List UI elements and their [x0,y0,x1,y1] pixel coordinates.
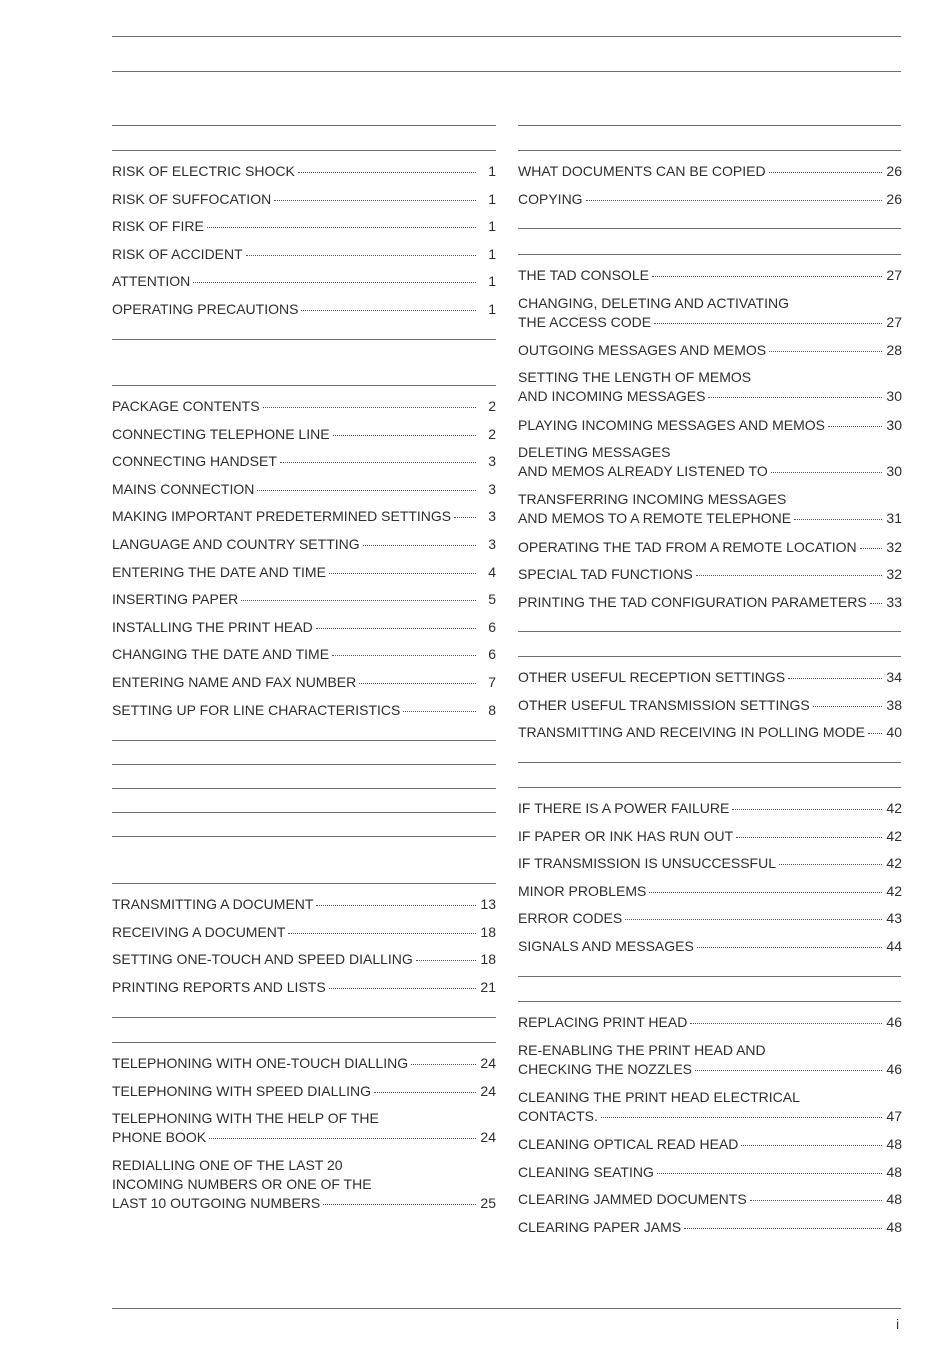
toc-entry[interactable] [518,827,902,846]
toc-entry-title: CLEANING SEATING [518,1163,654,1180]
toc-entry[interactable] [518,190,902,209]
toc-entry-title: ENTERING NAME AND FAX NUMBER [112,674,357,690]
dot-leader [246,255,476,256]
toc-entry-page-number: 42 [886,827,902,844]
toc-entry-page-number: 24 [480,1082,496,1099]
toc-entry-page-number: 2 [488,425,496,442]
toc-entry-title-line: SETTING THE LENGTH OF MEMOS [518,369,752,386]
dot-leader [333,435,476,436]
dot-leader [788,678,882,679]
toc-entry-page-number: 18 [480,923,496,940]
toc-entry[interactable] [112,190,496,209]
toc-entry-page-number: 42 [886,882,902,899]
toc-entry-title: WHAT DOCUMENTS CAN BE COPIED [518,163,766,179]
dot-leader [868,733,882,734]
toc-entry-title: CHANGING THE DATE AND TIME [112,646,330,663]
toc-entry[interactable] [112,673,496,692]
toc-entry[interactable] [112,452,496,471]
dot-leader [374,1092,476,1093]
toc-entry-page-number: 18 [480,951,496,968]
toc-entry-title: CLEARING JAMMED DOCUMENTS [518,1191,747,1208]
toc-entry[interactable] [112,645,496,664]
toc-entry-title: ENTERING THE DATE AND TIME [112,563,326,580]
dot-leader [586,200,882,201]
toc-entry-title: AND MEMOS ALREADY LISTENED TO [518,463,768,480]
toc-entry[interactable] [518,854,902,873]
toc-entry[interactable] [518,1135,902,1154]
toc-entry[interactable] [112,895,496,914]
toc-entry-title: OUTGOING MESSAGES AND MEMOS [518,341,767,358]
toc-entry-page-number: 30 [886,388,902,405]
toc-entry-title: CONNECTING HANDSET [112,453,277,470]
toc-entry[interactable] [518,565,902,584]
dot-leader [813,706,882,707]
toc-entry-title: OPERATING PRECAUTIONS [112,301,299,317]
toc-entry-page-number: 28 [886,341,902,358]
toc-entry[interactable] [518,668,902,687]
toc-entry-title: OTHER USEFUL RECEPTION SETTINGS [518,669,786,685]
toc-entry-page-number: 6 [488,618,496,635]
toc-entry-title: SETTING ONE-TOUCH AND SPEED DIALLING [112,951,413,968]
toc-entry-page-number: 24 [480,1055,496,1071]
toc-entry[interactable] [518,937,902,956]
dot-leader [750,1200,882,1201]
toc-entry-title: TRANSMITTING AND RECEIVING IN POLLING MODE [518,724,865,741]
toc-entry-title: IF PAPER OR INK HAS RUN OUT [518,827,734,844]
toc-entry-page-number: 46 [886,1014,902,1030]
toc-entry-title: TELEPHONING WITH SPEED DIALLING [112,1082,372,1099]
toc-entry-title: MAKING IMPORTANT PREDETERMINED SETTINGS [112,508,452,525]
dot-leader [332,655,476,656]
dot-leader [690,1023,882,1024]
toc-entry-title: REPLACING PRINT HEAD [518,1014,688,1030]
toc-entry-page-number: 13 [480,896,496,912]
toc-entry-page-number: 48 [886,1136,902,1152]
toc-entry[interactable] [112,563,496,582]
toc-entry-title: AND MEMOS TO A REMOTE TELEPHONE [518,510,792,527]
dot-leader [601,1117,882,1118]
toc-entry-page-number: 48 [886,1191,902,1208]
toc-entry[interactable] [518,799,902,818]
toc-entry[interactable] [518,1163,902,1182]
toc-entry-page-number: 24 [480,1129,496,1146]
toc-entry-title: IF TRANSMISSION IS UNSUCCESSFUL [518,855,777,872]
toc-entry[interactable] [518,294,902,332]
toc-entry[interactable] [518,1190,902,1209]
toc-entry-title: PHONE BOOK [112,1129,207,1146]
dot-leader [769,351,882,352]
toc-entry-page-number: 3 [488,453,496,470]
toc-entry-page-number: 33 [886,593,902,610]
dot-leader [263,407,476,408]
toc-entry-title-line: REDIALLING ONE OF THE LAST 20 [112,1157,343,1174]
toc-entry[interactable] [112,978,496,997]
dot-leader [316,628,476,629]
toc-entry-title: RISK OF FIRE [112,218,204,235]
toc-entry-title: PRINTING REPORTS AND LISTS [112,978,326,995]
toc-entry-title: PACKAGE CONTENTS [112,398,260,414]
dot-leader [771,472,882,473]
toc-entry-title-line: DELETING MESSAGES [518,444,671,461]
toc-entry-title: LANGUAGE AND COUNTRY SETTING [112,536,360,552]
dot-leader [301,310,476,311]
toc-entry[interactable] [112,480,496,499]
toc-entry[interactable] [518,909,902,928]
toc-entry[interactable] [518,443,902,481]
toc-entry-title: AND INCOMING MESSAGES [518,388,706,405]
toc-entry-page-number: 38 [886,696,902,713]
dot-leader [860,548,882,549]
toc-entry-title: RISK OF ELECTRIC SHOCK [112,163,295,179]
dot-leader [209,1138,476,1139]
toc-entry[interactable] [518,162,902,181]
toc-entry[interactable] [112,300,496,319]
toc-entry-title: LAST 10 OUTGOING NUMBERS [112,1195,321,1212]
toc-entry-title-line: TRANSFERRING INCOMING MESSAGES [518,491,787,508]
dot-leader [416,960,476,961]
dot-leader [779,864,882,865]
toc-entry-page-number: 48 [886,1218,902,1235]
toc-entry-page-number: 1 [488,163,496,179]
toc-entry[interactable] [518,1041,902,1079]
toc-entry[interactable] [112,618,496,637]
dot-leader [654,323,882,324]
toc-entry[interactable] [112,950,496,969]
toc-entry-title: CONTACTS. [518,1107,598,1124]
dot-leader [193,282,476,283]
toc-entry-page-number: 43 [886,910,902,927]
toc-entry-page-number: 2 [488,398,496,414]
toc-entry-page-number: 46 [886,1060,902,1077]
toc-entry-page-number: 32 [886,538,902,555]
toc-entry-title: OTHER USEFUL TRANSMISSION SETTINGS [518,696,810,713]
dot-leader [411,1064,476,1065]
dot-leader [697,947,882,948]
toc-entry-title: INSTALLING THE PRINT HEAD [112,618,313,635]
toc-entry-title: ATTENTION [112,273,191,290]
dot-leader [695,1070,882,1071]
toc-entry[interactable] [112,397,496,416]
dot-leader [657,1173,882,1174]
toc-entry[interactable] [112,217,496,236]
toc-entry-title: PRINTING THE TAD CONFIGURATION PARAMETERS [518,593,867,610]
toc-entry-title: SIGNALS AND MESSAGES [518,938,694,954]
dot-leader [316,905,476,906]
toc-entry[interactable] [112,162,496,181]
toc-entry-title-line: INCOMING NUMBERS OR ONE OF THE [112,1176,372,1193]
toc-entry-page-number: 3 [488,536,496,552]
dot-leader [769,172,882,173]
page-folio: i [896,1316,900,1332]
toc-entry[interactable] [112,1156,496,1213]
dot-leader [732,809,882,810]
toc-entry-page-number: 47 [886,1107,902,1124]
dot-leader [207,227,476,228]
toc-entry[interactable] [112,1109,496,1147]
toc-entry-page-number: 3 [488,480,496,497]
toc-entry-page-number: 4 [488,563,496,580]
toc-entry-page-number: 21 [480,978,496,995]
toc-entry-title: THE ACCESS CODE [518,313,652,330]
toc-entry[interactable] [112,535,496,554]
dot-leader [288,933,476,934]
toc-entry-page-number: 6 [488,646,496,663]
toc-entry[interactable] [518,416,902,435]
toc-entry-title-line: TELEPHONING WITH THE HELP OF THE [112,1110,379,1127]
toc-entry-title: INSERTING PAPER [112,591,239,608]
toc-left-column [112,0,496,1300]
toc-entry-page-number: 48 [886,1163,902,1180]
dot-leader [257,490,476,491]
toc-entry-title: PLAYING INCOMING MESSAGES AND MEMOS [518,416,826,433]
dot-leader [323,1204,476,1205]
toc-entry-title: RISK OF SUFFOCATION [112,190,272,207]
toc-entry[interactable] [518,723,902,742]
toc-entry-page-number: 27 [886,313,902,330]
toc-entry-title: MAINS CONNECTION [112,480,255,497]
toc-entry-title-line: RE-ENABLING THE PRINT HEAD AND [518,1041,766,1058]
toc-entry[interactable] [112,245,496,264]
toc-entry[interactable] [518,882,902,901]
toc-entry[interactable] [112,272,496,291]
toc-entry-title: TRANSMITTING A DOCUMENT [112,896,314,912]
toc-entry-page-number: 25 [480,1195,496,1212]
toc-entry[interactable] [112,701,496,720]
toc-entry-title: RISK OF ACCIDENT [112,245,243,262]
toc-entry-title-line: CLEANING THE PRINT HEAD ELECTRICAL [518,1088,800,1105]
toc-entry-page-number: 34 [886,669,902,685]
toc-entry-title: CONNECTING TELEPHONE LINE [112,425,330,442]
toc-entry[interactable] [112,425,496,444]
toc-entry[interactable] [518,1218,902,1237]
toc-entry[interactable] [518,266,902,285]
dot-leader [280,462,476,463]
dot-leader [684,1228,882,1229]
toc-entry[interactable] [518,1088,902,1126]
toc-entry-title: CLEARING PAPER JAMS [518,1218,682,1235]
dot-leader [708,397,882,398]
toc-entry-page-number: 26 [886,163,902,179]
toc-entry-page-number: 40 [886,724,902,741]
toc-entry[interactable] [112,590,496,609]
toc-entry[interactable] [112,1082,496,1101]
toc-entry-page-number: 26 [886,190,902,207]
toc-entry-page-number: 31 [886,510,902,527]
toc-entry-page-number: 1 [488,190,496,207]
dot-leader [454,517,476,518]
toc-entry[interactable] [518,538,902,557]
toc-entry-page-number: 3 [488,508,496,525]
toc-entry-page-number: 42 [886,800,902,816]
dot-leader [741,1145,882,1146]
dot-leader [794,519,882,520]
toc-entry[interactable] [112,507,496,526]
toc-right-column [518,0,902,1300]
toc-entry-title: SPECIAL TAD FUNCTIONS [518,566,693,583]
toc-entry-page-number: 30 [886,463,902,480]
dot-leader [625,919,882,920]
dot-leader [329,573,476,574]
toc-entry-page-number: 32 [886,566,902,583]
toc-entry[interactable] [518,368,902,406]
toc-entry-page-number: 8 [488,701,496,718]
toc-entry[interactable] [518,490,902,528]
toc-entry[interactable] [112,1054,496,1073]
toc-entry-title: ERROR CODES [518,910,623,927]
dot-leader [696,575,882,576]
dot-leader [736,837,882,838]
toc-entry[interactable] [518,341,902,360]
dot-leader [828,426,882,427]
toc-entry-page-number: 42 [886,855,902,872]
dot-leader [298,172,476,173]
toc-entry-title: CLEANING OPTICAL READ HEAD [518,1136,739,1152]
toc-entry[interactable] [112,923,496,942]
toc-entry-page-number: 1 [488,245,496,262]
toc-entry[interactable] [518,593,902,612]
dot-leader [403,711,476,712]
toc-entry-page-number: 1 [488,301,496,317]
toc-entry-page-number: 5 [488,591,496,608]
toc-entry[interactable] [518,696,902,715]
toc-entry-page-number: 30 [886,416,902,433]
toc-entry[interactable] [518,1013,902,1032]
dot-leader [329,988,476,989]
toc-entry-page-number: 7 [488,674,496,690]
dot-leader [652,276,882,277]
toc-entry-page-number: 1 [488,218,496,235]
toc-entry-title: COPYING [518,190,583,207]
toc-entry-title: MINOR PROBLEMS [518,882,647,899]
dot-leader [870,603,882,604]
footer-rule [112,1308,901,1309]
toc-entry-title: TELEPHONING WITH ONE-TOUCH DIALLING [112,1055,409,1071]
toc-entry-title: IF THERE IS A POWER FAILURE [518,800,730,816]
dot-leader [359,683,476,684]
dot-leader [274,200,476,201]
toc-entry-title: SETTING UP FOR LINE CHARACTERISTICS [112,701,401,718]
toc-entry-page-number: 1 [488,273,496,290]
toc-entry-title: RECEIVING A DOCUMENT [112,923,286,940]
toc-entry-page-number: 44 [886,938,902,954]
toc-entry-title: CHECKING THE NOZZLES [518,1060,692,1077]
dot-leader [241,600,476,601]
toc-entry-title: THE TAD CONSOLE [518,267,649,283]
dot-leader [363,545,476,546]
dot-leader [649,892,882,893]
toc-entry-page-number: 27 [886,267,902,283]
toc-entry-title-line: CHANGING, DELETING AND ACTIVATING [518,294,789,311]
toc-entry-title: OPERATING THE TAD FROM A REMOTE LOCATION [518,538,857,555]
